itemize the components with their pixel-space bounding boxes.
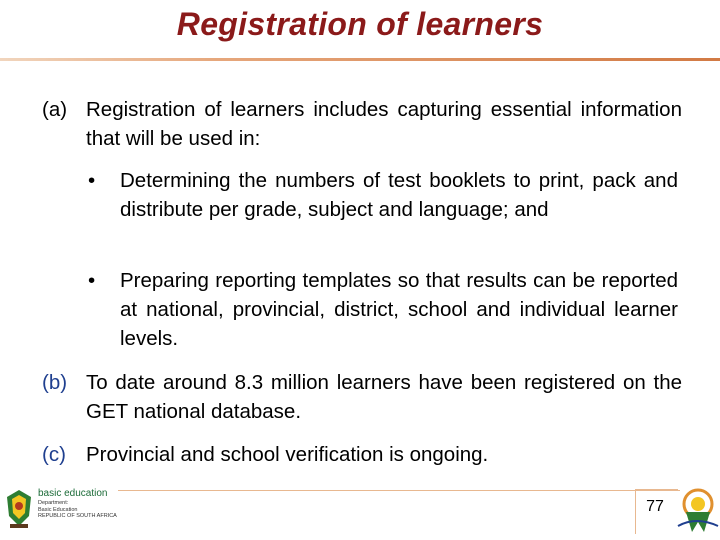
item-a-label: (a) (42, 98, 68, 121)
bullet-2-dot: • (88, 269, 96, 292)
logo-brand: basic education (38, 488, 108, 499)
bullet-1 (88, 166, 678, 224)
department-logo (38, 488, 118, 532)
slide-title: Registration of learners (176, 6, 544, 42)
footer-rule (118, 490, 680, 491)
title-underline (0, 58, 720, 61)
item-b-text: To date around 8.3 million learners have been registered on the GET national database. (86, 371, 682, 423)
footer (0, 482, 720, 540)
bullet-2 (88, 266, 678, 353)
item-a-text: Registration of learners includes capturing essential information that will be used in: (86, 98, 682, 150)
item-c-text: Provincial and school verification is ongoing. (86, 443, 489, 466)
logo-line-1: Department: (38, 500, 69, 506)
page-number: 77 (646, 498, 664, 515)
logo-line-2: Basic Education (38, 506, 78, 513)
coat-of-arms-icon (4, 488, 34, 530)
item-b-label: (b) (42, 371, 68, 394)
anniversary-badge-icon (672, 482, 720, 540)
item-b (42, 368, 682, 426)
logo-line-3: REPUBLIC OF SOUTH AFRICA (38, 513, 117, 519)
bullet-2-text: Preparing reporting templates so that results can be reported at national, provincial, district, school and individual learner levels. (120, 269, 678, 350)
bullet-1-dot: • (88, 169, 96, 192)
item-c (42, 440, 682, 469)
item-c-label: (c) (42, 443, 66, 466)
bullet-1-text: Determining the numbers of test booklets to print, pack and distribute per grade, subject and language; and (120, 169, 678, 221)
item-a (42, 95, 682, 153)
